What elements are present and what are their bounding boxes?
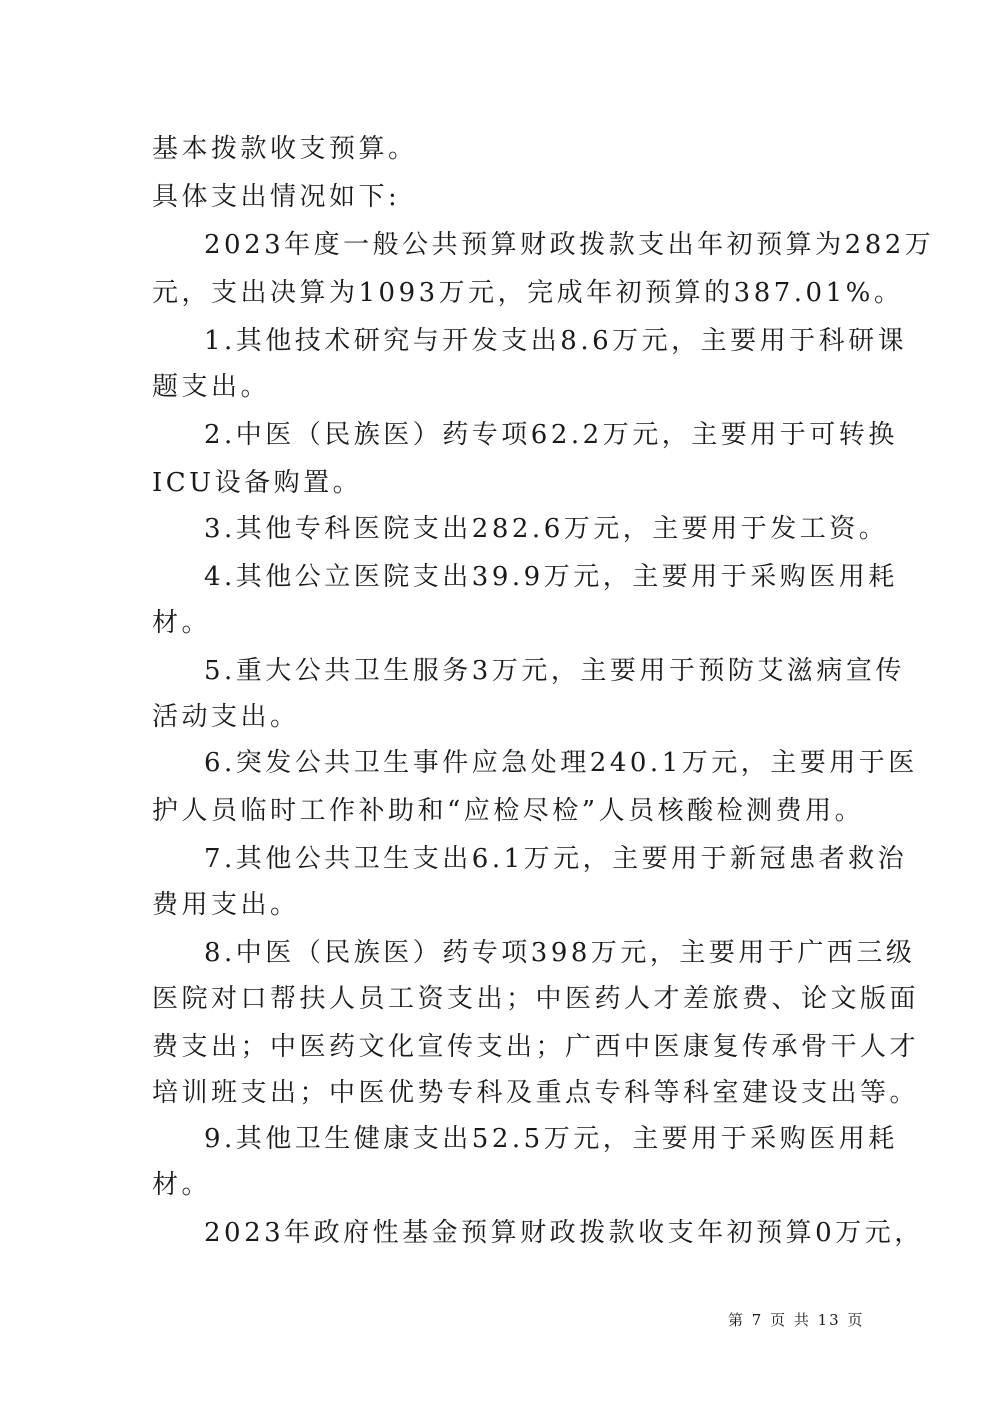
text-line: 6.突发公共卫生事件应急处理240.1万元，主要用于医 <box>204 748 918 778</box>
text-line: 材。 <box>152 1170 212 1200</box>
text-line: 护人员临时工作补助和“应检尽检”人员核酸检测费用。 <box>152 796 865 826</box>
text-line: 费支出；中医药文化宣传支出；广西中医康复传承骨干人才 <box>152 1032 920 1062</box>
text-line: 3.其他专科医院支出282.6万元，主要用于发工资。 <box>204 514 889 544</box>
text-line: 1.其他技术研究与开发支出8.6万元，主要用于科研课 <box>204 326 908 356</box>
text-line: 4.其他公立医院支出39.9万元，主要用于采购医用耗 <box>204 562 898 592</box>
text-line: 题支出。 <box>152 372 271 402</box>
text-line: 2023年度一般公共预算财政拨款支出年初预算为282万 <box>204 230 935 260</box>
text-line: 7.其他公共卫生支出6.1万元，主要用于新冠患者救治 <box>204 844 908 874</box>
text-line: 具体支出情况如下: <box>152 182 401 212</box>
text-line: 2.中医（民族医）药专项62.2万元，主要用于可转换 <box>204 420 898 450</box>
text-line: 培训班支出；中医优势专科及重点专科等科室建设支出等。 <box>152 1078 920 1108</box>
text-line: 基本拨款收支预算。 <box>152 134 418 164</box>
text-line: 费用支出。 <box>152 890 300 920</box>
page-number: 第 7 页 共 13 页 <box>728 1311 865 1329</box>
text-line: 5.重大公共卫生服务3万元，主要用于预防艾滋病宣传 <box>204 656 905 686</box>
text-line: ICU设备购置。 <box>152 468 363 498</box>
text-line: 2023年政府性基金预算财政拨款收支年初预算0万元， <box>204 1218 924 1248</box>
text-line: 材。 <box>152 608 212 638</box>
text-line: 医院对口帮扶人员工资支出；中医药人才差旅费、论文版面 <box>152 984 920 1014</box>
text-line: 活动支出。 <box>152 702 300 732</box>
text-line: 9.其他卫生健康支出52.5万元，主要用于采购医用耗 <box>204 1124 898 1154</box>
text-line: 8.中医（民族医）药专项398万元，主要用于广西三级 <box>204 938 916 968</box>
text-line: 元，支出决算为1093万元，完成年初预算的387.01%。 <box>152 278 904 308</box>
